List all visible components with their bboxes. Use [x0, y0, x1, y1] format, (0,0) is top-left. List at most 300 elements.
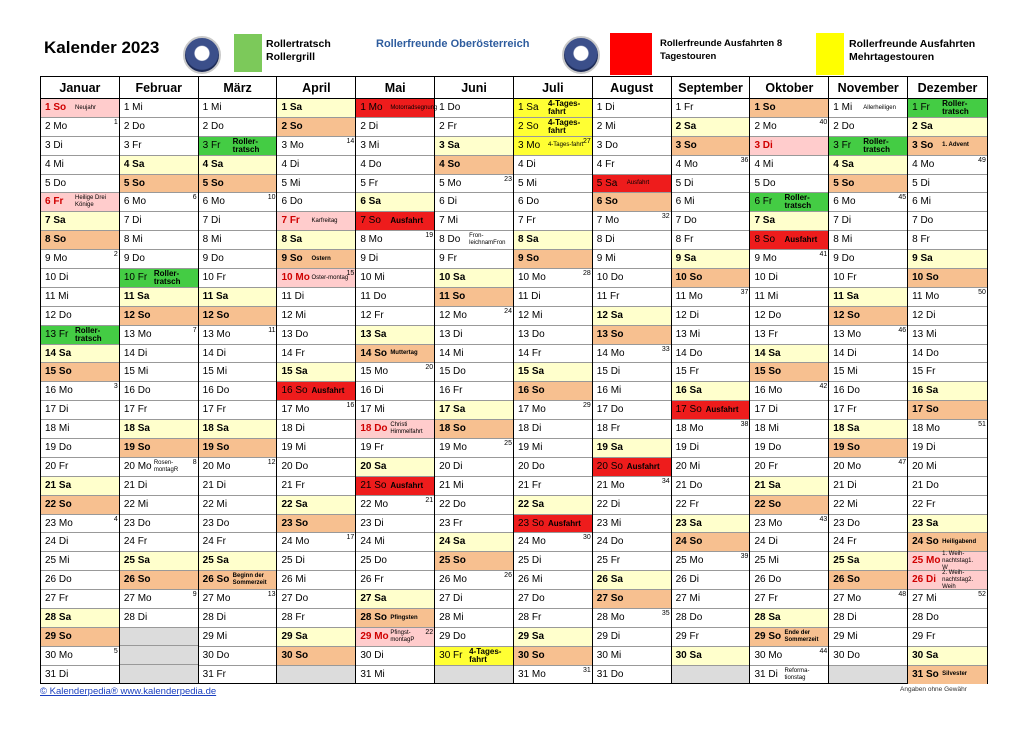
week-number: 49	[978, 156, 986, 164]
month-header: Mai	[356, 77, 434, 99]
day-label: 11 Mo	[912, 290, 940, 302]
day-cell	[514, 590, 592, 609]
day-label: 23 Di	[360, 517, 384, 529]
day-cell	[356, 571, 434, 590]
month-header: Dezember	[908, 77, 987, 99]
day-cell	[277, 250, 355, 269]
day-note: Silvester	[942, 671, 968, 678]
day-label: 9 Sa	[675, 253, 697, 265]
day-label: 15 Fr	[675, 366, 699, 378]
day-cell	[829, 137, 907, 156]
day-cell	[277, 193, 355, 212]
day-label: 16 Mo	[45, 385, 73, 397]
day-cell	[199, 269, 277, 288]
day-cell	[199, 193, 277, 212]
week-number: 52	[978, 591, 986, 599]
day-cell	[908, 326, 987, 345]
footer-disclaimer: Angaben ohne Gewähr	[900, 686, 967, 693]
day-cell	[277, 269, 355, 288]
day-cell	[120, 99, 198, 118]
day-cell	[514, 628, 592, 647]
month-header: November	[829, 77, 907, 99]
day-label: 15 Sa	[281, 366, 308, 378]
day-label: 25 So	[439, 555, 466, 567]
day-label: 23 Sa	[675, 517, 702, 529]
day-label: 14 Sa	[754, 347, 781, 359]
day-cell	[199, 477, 277, 496]
day-label: 3 Di	[45, 139, 63, 151]
day-cell	[199, 231, 277, 250]
day-cell	[514, 212, 592, 231]
day-cell	[593, 458, 671, 477]
week-number: 38	[740, 421, 749, 429]
week-number: 6	[192, 194, 197, 202]
day-cell	[41, 212, 119, 231]
day-cell	[277, 175, 355, 194]
day-cell	[750, 231, 828, 250]
day-cell	[199, 326, 277, 345]
day-cell	[750, 212, 828, 231]
day-label: 30 Do	[833, 649, 860, 661]
day-cell	[750, 345, 828, 364]
month-column	[277, 77, 356, 683]
day-label: 18 So	[439, 423, 466, 435]
day-cell	[829, 288, 907, 307]
footer-link[interactable]: © Kalenderpedia® www.kalenderpedia.de	[40, 686, 217, 697]
empty-cell	[120, 665, 198, 683]
day-cell	[356, 439, 434, 458]
day-cell	[356, 307, 434, 326]
day-cell	[750, 628, 828, 647]
day-cell	[41, 156, 119, 175]
day-label: 2 Do	[202, 120, 224, 132]
day-cell	[199, 137, 277, 156]
week-number: 10	[267, 194, 276, 202]
day-label: 5 So	[833, 177, 855, 189]
day-label: 2 Mo	[45, 120, 68, 132]
day-cell	[908, 533, 987, 552]
day-label: 22 Mi	[123, 498, 149, 510]
day-cell	[277, 590, 355, 609]
week-number: 37	[740, 288, 749, 296]
day-label: 15 Fr	[912, 366, 936, 378]
day-label: 29 Sa	[281, 630, 308, 642]
day-label: 17 Di	[754, 404, 778, 416]
day-cell	[356, 590, 434, 609]
day-label: 6 Mo	[833, 196, 856, 208]
day-cell	[277, 401, 355, 420]
day-note: Oster-montag	[311, 274, 349, 281]
day-cell	[829, 231, 907, 250]
day-label: 30 Mo	[754, 649, 783, 661]
day-cell	[199, 496, 277, 515]
day-label: 26 So	[202, 574, 230, 586]
day-label: 11 Sa	[833, 290, 859, 302]
day-label: 20 Mo	[123, 460, 152, 472]
day-cell	[593, 137, 671, 156]
day-label: 21 Di	[123, 479, 148, 491]
day-label: 15 Mi	[202, 366, 228, 378]
day-cell	[750, 552, 828, 571]
week-number: 30	[583, 534, 591, 542]
day-label: 10 Fr	[202, 272, 226, 284]
day-cell	[277, 382, 355, 401]
day-cell	[41, 382, 119, 401]
day-cell	[435, 345, 513, 364]
day-label: 26 Do	[754, 574, 782, 586]
day-cell	[593, 552, 671, 571]
week-number: 5	[113, 647, 118, 655]
day-cell	[120, 175, 198, 194]
day-note: Ausfahrt	[626, 180, 650, 187]
day-label: 22 Di	[596, 498, 621, 510]
day-cell	[277, 137, 355, 156]
day-label: 21 Di	[202, 479, 227, 491]
day-cell	[120, 363, 198, 382]
day-label: 11 Fr	[596, 290, 620, 302]
empty-cell	[829, 666, 907, 683]
day-label: 30 So	[281, 649, 309, 661]
day-note: Motorradsegnung	[390, 104, 438, 111]
day-cell	[514, 552, 592, 571]
day-cell	[672, 571, 750, 590]
day-cell	[277, 118, 355, 137]
day-label: 20 Fr	[754, 460, 778, 472]
day-label: 9 Mo	[45, 253, 68, 265]
day-cell	[908, 193, 987, 212]
day-cell	[199, 99, 277, 118]
day-label: 20 Fr	[45, 460, 69, 472]
week-number: 17	[346, 534, 355, 542]
day-cell	[672, 609, 750, 628]
day-cell	[908, 288, 987, 307]
day-label: 20 Do	[281, 460, 309, 472]
day-cell	[514, 533, 592, 552]
day-cell	[514, 326, 592, 345]
day-cell	[356, 288, 434, 307]
day-cell	[672, 439, 750, 458]
day-cell	[435, 212, 513, 231]
week-number: 48	[898, 591, 907, 599]
day-cell	[750, 496, 828, 515]
month-column	[593, 77, 672, 683]
day-label: 18 Mo	[912, 423, 940, 435]
day-label: 31 Di	[754, 668, 778, 680]
month-column	[908, 77, 987, 683]
day-label: 24 Mo	[281, 536, 310, 548]
day-cell	[435, 250, 513, 269]
day-cell	[199, 571, 277, 590]
day-label: 18 Di	[517, 423, 542, 435]
day-label: 24 Fr	[833, 536, 857, 548]
day-cell	[41, 496, 119, 515]
day-cell	[120, 571, 198, 590]
day-label: 9 So	[281, 253, 303, 265]
day-label: 21 Sa	[45, 479, 72, 491]
day-label: 22 Mi	[833, 498, 858, 510]
day-label: 17 Fr	[833, 404, 857, 416]
day-label: 8 Fr	[912, 234, 930, 246]
week-number: 4	[113, 515, 118, 523]
week-number: 23	[504, 175, 512, 183]
day-cell	[593, 609, 671, 628]
day-cell	[514, 382, 592, 401]
day-cell	[672, 401, 750, 420]
day-cell	[435, 496, 513, 515]
day-cell	[514, 231, 592, 250]
day-cell	[356, 401, 434, 420]
day-label: 11 Di	[281, 290, 305, 302]
day-cell	[199, 288, 277, 307]
week-number: 35	[661, 610, 670, 618]
day-cell	[356, 363, 434, 382]
day-label: 5 Di	[912, 177, 930, 189]
day-cell	[672, 533, 750, 552]
day-label: 10 Mo	[517, 272, 546, 284]
day-cell	[514, 666, 592, 684]
legend-green-label: Rollertratsch Rollergrill	[266, 38, 331, 63]
day-cell	[829, 590, 907, 609]
day-cell	[41, 552, 119, 571]
day-cell	[672, 647, 750, 666]
day-cell	[593, 118, 671, 137]
day-cell	[120, 231, 198, 250]
day-label: 20 Di	[439, 460, 463, 472]
day-cell	[41, 590, 119, 609]
day-label: 6 Do	[281, 196, 303, 208]
day-cell	[277, 326, 355, 345]
day-cell	[514, 137, 592, 156]
day-label: 24 Sa	[439, 536, 466, 548]
day-cell	[277, 307, 355, 326]
day-cell	[120, 118, 198, 137]
day-label: 30 Di	[360, 649, 384, 661]
week-number: 21	[425, 496, 434, 504]
month-column	[514, 77, 593, 683]
day-label: 27 Sa	[360, 593, 387, 605]
week-number: 12	[267, 458, 276, 466]
day-cell	[41, 628, 119, 647]
day-cell	[41, 231, 119, 250]
day-label: 1 So	[45, 102, 67, 113]
day-cell	[435, 401, 513, 420]
day-label: 25 Di	[517, 555, 542, 567]
day-cell	[120, 212, 198, 231]
day-label: 30 Sa	[912, 649, 939, 661]
day-label: 20 Sa	[360, 460, 387, 472]
day-cell	[672, 628, 750, 647]
day-label: 12 So	[833, 309, 860, 321]
day-cell	[593, 326, 671, 345]
day-cell	[593, 590, 671, 609]
day-cell	[435, 439, 513, 458]
day-cell	[41, 345, 119, 364]
day-cell	[672, 118, 750, 137]
day-label: 4 Mo	[675, 158, 698, 170]
day-label: 4 Sa	[123, 158, 145, 170]
day-cell	[41, 439, 119, 458]
day-cell	[593, 99, 671, 118]
day-label: 7 Sa	[45, 215, 66, 227]
day-label: 17 Fr	[123, 404, 148, 416]
day-cell	[120, 307, 198, 326]
day-cell	[120, 382, 198, 401]
day-cell	[356, 231, 434, 250]
day-label: 22 So	[45, 498, 72, 510]
day-label: 29 Mi	[833, 630, 858, 642]
day-cell	[199, 382, 277, 401]
week-number: 31	[583, 666, 591, 674]
day-cell	[829, 326, 907, 345]
day-label: 31 Do	[596, 668, 624, 680]
week-number: 8	[192, 458, 197, 466]
day-cell	[199, 666, 277, 684]
week-number: 2	[113, 251, 118, 259]
day-cell	[277, 552, 355, 571]
day-cell	[750, 458, 828, 477]
day-cell	[41, 458, 119, 477]
day-label: 27 Fr	[45, 593, 69, 605]
day-cell	[672, 137, 750, 156]
empty-cell	[120, 628, 198, 646]
day-label: 23 Do	[202, 517, 230, 529]
day-note: Ausfahrt	[784, 235, 818, 245]
day-cell	[514, 515, 592, 534]
day-cell	[829, 628, 907, 647]
week-number: 27	[583, 137, 591, 145]
day-label: 26 Sa	[596, 574, 623, 586]
day-note: 4-Tages-fahrt	[547, 117, 581, 135]
day-label: 27 Do	[281, 593, 309, 605]
day-label: 28 Do	[675, 612, 703, 624]
day-cell	[435, 363, 513, 382]
day-label: 30 Sa	[675, 649, 702, 661]
day-cell	[120, 137, 198, 156]
day-cell	[120, 439, 198, 458]
week-number: 29	[583, 402, 591, 410]
week-number: 28	[583, 270, 591, 278]
day-label: 3 So	[675, 139, 697, 151]
day-cell	[41, 307, 119, 326]
day-label: 17 Do	[596, 404, 624, 416]
day-note: Neujahr	[75, 104, 97, 111]
day-cell	[277, 571, 355, 590]
day-label: 19 Do	[45, 442, 72, 454]
day-label: 2 Fr	[439, 120, 457, 132]
day-note: Roller-tratsch	[863, 136, 890, 154]
day-label: 14 Fr	[281, 347, 305, 359]
week-number: 46	[898, 326, 907, 334]
day-cell	[908, 231, 987, 250]
day-cell	[829, 307, 907, 326]
day-label: 2 Mo	[754, 120, 777, 132]
day-label: 21 Mo	[596, 479, 625, 491]
day-cell	[120, 477, 198, 496]
day-label: 23 Do	[123, 517, 151, 529]
club-logo-2	[562, 36, 600, 74]
day-label: 16 Fr	[439, 385, 463, 397]
day-cell	[829, 420, 907, 439]
day-label: 31 Mi	[360, 668, 385, 680]
day-cell	[356, 420, 434, 439]
day-cell	[829, 363, 907, 382]
day-note: Ausfahrt	[626, 461, 660, 471]
day-note: Karfreitag	[311, 217, 338, 224]
legend-yellow-swatch	[816, 33, 844, 75]
day-note: 2. Weih-nachtstag2. Weih	[942, 569, 974, 590]
day-cell	[672, 193, 750, 212]
day-label: 30 Mo	[45, 649, 73, 661]
day-cell	[750, 420, 828, 439]
day-cell	[593, 496, 671, 515]
month-column	[750, 77, 829, 683]
day-label: 18 Mo	[675, 423, 704, 435]
day-cell	[356, 99, 438, 118]
day-cell	[199, 533, 277, 552]
day-cell	[514, 269, 592, 288]
day-label: 18 Sa	[123, 423, 150, 435]
day-label: 28 So	[360, 612, 387, 624]
day-cell	[514, 439, 592, 458]
week-number: 20	[425, 364, 434, 372]
week-number: 15	[346, 270, 355, 278]
day-cell	[672, 99, 750, 118]
day-note: Rosen-montagR	[153, 459, 179, 473]
day-cell	[277, 515, 355, 534]
day-cell	[908, 137, 987, 156]
day-cell	[593, 212, 671, 231]
day-cell	[356, 609, 434, 628]
day-label: 12 Fr	[360, 309, 384, 321]
day-label: 28 Fr	[517, 612, 542, 624]
day-cell	[514, 571, 592, 590]
day-label: 18 Sa	[202, 423, 229, 435]
day-label: 15 So	[754, 366, 782, 378]
day-cell	[750, 326, 828, 345]
day-label: 13 Do	[281, 328, 309, 340]
day-label: 16 Do	[123, 385, 151, 397]
day-cell	[356, 533, 434, 552]
day-cell	[356, 269, 434, 288]
day-label: 18 Sa	[833, 423, 860, 435]
day-cell	[41, 477, 119, 496]
day-cell	[672, 363, 750, 382]
day-label: 15 Di	[596, 366, 621, 378]
day-label: 27 Mo	[123, 593, 152, 605]
day-label: 8 So	[754, 234, 776, 246]
day-label: 13 So	[596, 328, 624, 340]
day-cell	[908, 439, 987, 458]
day-label: 2 So	[281, 120, 303, 132]
day-cell	[120, 590, 198, 609]
empty-cell	[435, 666, 513, 683]
day-label: 26 So	[123, 574, 151, 586]
day-cell	[672, 250, 750, 269]
day-cell	[199, 609, 277, 628]
day-note: 1. Advent	[942, 142, 969, 149]
day-label: 30 Do	[202, 649, 230, 661]
day-label: 28 Mi	[439, 612, 464, 624]
day-label: 27 Mi	[675, 593, 701, 605]
day-label: 5 Fr	[360, 177, 379, 189]
day-cell	[908, 628, 987, 647]
day-label: 10 So	[912, 272, 939, 284]
day-cell	[41, 401, 119, 420]
day-label: 28 Sa	[754, 612, 781, 624]
day-label: 25 Sa	[123, 555, 150, 567]
day-label: 27 Mo	[833, 593, 862, 605]
day-label: 7 Do	[912, 215, 934, 227]
